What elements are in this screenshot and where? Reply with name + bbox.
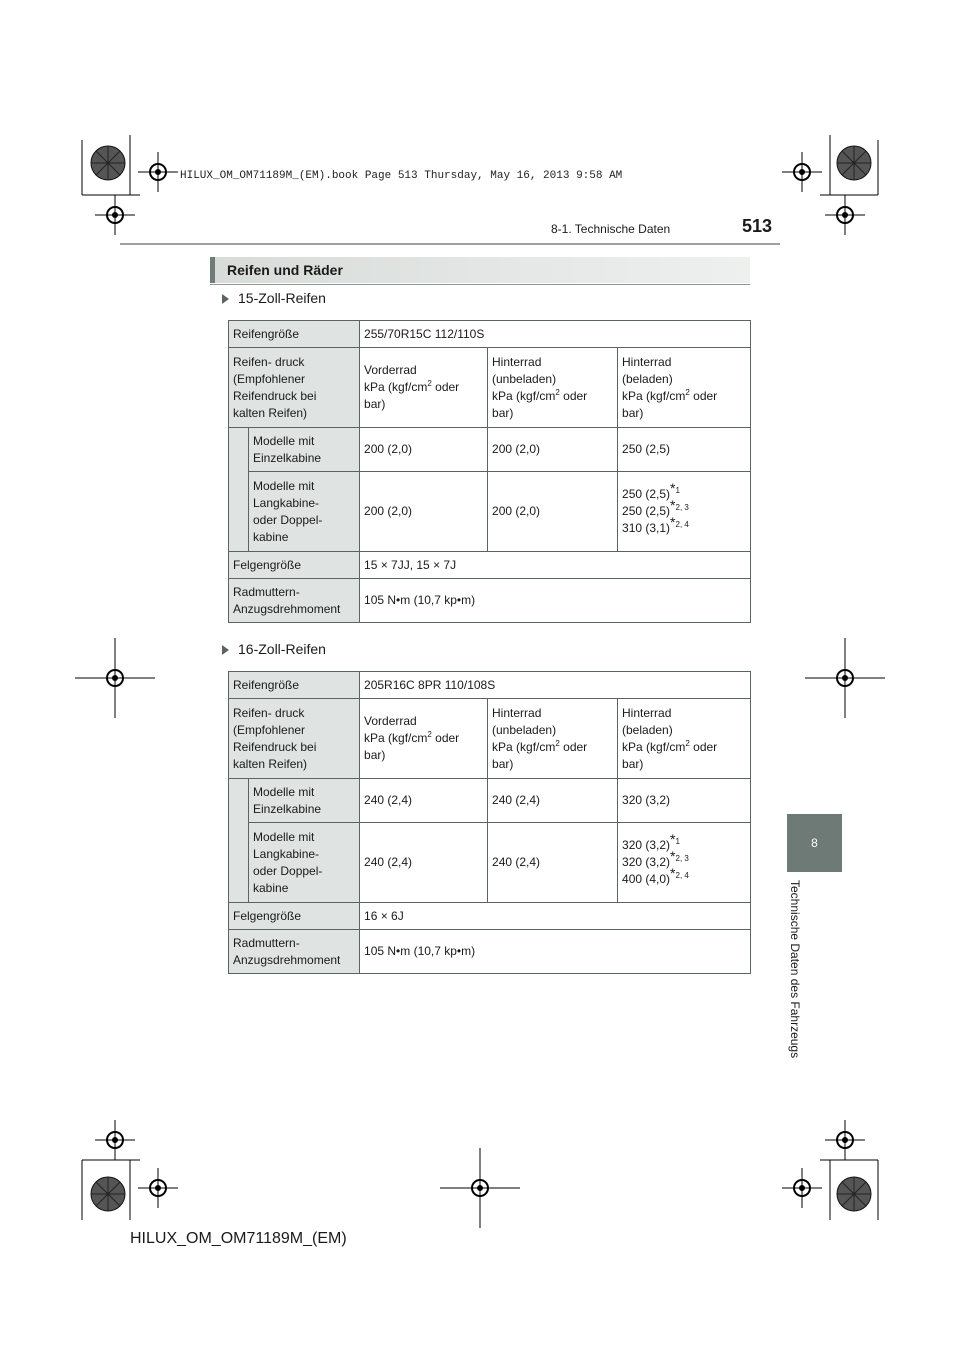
size-label: Reifengröße — [229, 321, 360, 348]
superscript: 2 — [555, 387, 560, 397]
torque-value: 105 N•m (10,7 kp•m) — [360, 579, 751, 623]
double-cab-label — [249, 823, 360, 903]
head-line: (unbeladen) — [492, 722, 557, 737]
rear-unladen-head — [488, 348, 618, 428]
label-line: Modelle mit — [253, 829, 315, 844]
footnote-star: * — [670, 480, 676, 496]
tire-spec-table-15 — [228, 320, 751, 623]
head-line: oder — [431, 731, 460, 745]
single-cab-rear-unladen: 200 (2,0) — [488, 428, 618, 472]
superscript: 2 — [685, 387, 690, 397]
head-line: kPa (kgf/cm — [622, 388, 686, 403]
table-row — [229, 903, 751, 930]
calibration-disc-icon — [836, 145, 872, 181]
label-line: Anzugsdrehmoment — [233, 952, 341, 967]
head-line: bar) — [364, 397, 386, 411]
double-cab-front: 240 (2,4) — [360, 823, 488, 903]
head-line: kPa (kgf/cm — [364, 731, 428, 745]
label-line: Anzugsdrehmoment — [233, 601, 341, 616]
calibration-disc-icon — [90, 1176, 126, 1212]
head-line: bar) — [492, 405, 514, 420]
chapter-side-label-text: Technische Daten des Fahrzeugs — [788, 880, 802, 1059]
label-line: Radmuttern- — [233, 935, 300, 950]
crosshair-target-icon — [138, 152, 178, 192]
head-line: bar) — [492, 756, 514, 771]
label-line: Langkabine- — [253, 495, 320, 510]
head-line: oder — [431, 380, 460, 394]
book-info-line: HILUX_OM_OM71189M_(EM).book Page 513 Thursday, May 16, 2013 9:58 AM — [180, 170, 623, 182]
size-value: 205R16C 8PR 110/108S — [360, 672, 751, 699]
footnote-ref: 1 — [675, 837, 680, 846]
double-cab-rear-laden — [618, 823, 751, 903]
header-rule — [120, 243, 780, 245]
table-row — [229, 823, 751, 903]
indent-cell — [229, 779, 249, 903]
subhead-15-inch — [222, 290, 326, 306]
double-cab-rear-unladen: 240 (2,4) — [488, 823, 618, 903]
label-line: Modelle mit — [253, 784, 315, 799]
head-line: oder — [689, 388, 718, 403]
table-row — [229, 348, 751, 428]
pressure-label — [229, 348, 360, 428]
table-row — [229, 552, 751, 579]
table-row — [229, 428, 751, 472]
crosshair-target-icon — [75, 638, 155, 718]
label-line: kabine — [253, 880, 289, 895]
footnote-ref: 2, 4 — [675, 871, 689, 880]
head-line: oder — [559, 739, 588, 754]
footnote-ref: 2, 3 — [675, 503, 689, 512]
front-wheel-head — [360, 699, 488, 779]
label-line: Modelle mit — [253, 433, 315, 448]
footnote-star: * — [670, 497, 676, 513]
head-line: (unbeladen) — [492, 371, 557, 386]
label-line: oder Doppel- — [253, 863, 323, 878]
torque-label — [229, 930, 360, 974]
label-line: oder Doppel- — [253, 512, 323, 527]
pressure-label-line: kalten Reifen) — [233, 405, 308, 420]
calibration-disc-icon — [90, 145, 126, 181]
rim-value: 16 × 6J — [360, 903, 751, 930]
pressure-value: 320 (3,2) — [622, 855, 671, 869]
pressure-label-line: Reifen- druck — [233, 354, 305, 369]
table-row — [229, 579, 751, 623]
footnote-ref: 2, 4 — [675, 520, 689, 529]
head-line: Hinterrad — [622, 705, 672, 720]
pressure-value: 250 (2,5) — [622, 504, 671, 518]
page-number: 513 — [742, 216, 773, 236]
table-row — [229, 672, 751, 699]
head-line: (beladen) — [622, 371, 673, 386]
single-cab-front: 240 (2,4) — [360, 779, 488, 823]
single-cab-label — [249, 428, 360, 472]
single-cab-rear-laden: 320 (3,2) — [618, 779, 751, 823]
label-line: kabine — [253, 529, 289, 544]
pressure-value: 320 (3,2) — [622, 838, 671, 852]
head-line: (beladen) — [622, 722, 673, 737]
double-cab-front: 200 (2,0) — [360, 472, 488, 552]
double-cab-rear-laden — [618, 472, 751, 552]
indent-cell — [229, 428, 249, 552]
pressure-value: 310 (3,1) — [622, 521, 671, 535]
rear-laden-head — [618, 348, 751, 428]
crosshair-target-icon — [782, 1168, 822, 1208]
head-line: kPa (kgf/cm — [492, 739, 556, 754]
pressure-value: 400 (4,0) — [622, 872, 671, 886]
superscript: 2 — [427, 379, 432, 388]
pressure-label-line: Reifendruck bei — [233, 739, 317, 754]
table-row — [229, 699, 751, 779]
head-line: kPa (kgf/cm — [492, 388, 556, 403]
crosshair-target-icon — [782, 152, 822, 192]
head-line: bar) — [622, 405, 644, 420]
rim-label: Felgengröße — [229, 903, 360, 930]
rear-laden-head — [618, 699, 751, 779]
rim-label: Felgengröße — [229, 552, 360, 579]
head-line: Hinterrad — [492, 705, 542, 720]
head-line: kPa (kgf/cm — [622, 739, 686, 754]
double-cab-label — [249, 472, 360, 552]
rim-value: 15 × 7JJ, 15 × 7J — [360, 552, 751, 579]
footnote-star: * — [670, 831, 676, 847]
size-value: 255/70R15C 112/110S — [360, 321, 751, 348]
torque-value: 105 N•m (10,7 kp•m) — [360, 930, 751, 974]
footnote-star: * — [670, 865, 676, 881]
torque-label — [229, 579, 360, 623]
head-line: Vorderrad — [364, 714, 417, 728]
head-line: Hinterrad — [492, 354, 542, 369]
head-line: oder — [559, 388, 588, 403]
single-cab-rear-unladen: 240 (2,4) — [488, 779, 618, 823]
pressure-label — [229, 699, 360, 779]
crosshair-target-icon — [805, 638, 885, 718]
crosshair-target-icon — [95, 1120, 135, 1160]
calibration-disc-icon — [836, 1176, 872, 1212]
head-line: kPa (kgf/cm — [364, 380, 428, 394]
crosshair-target-icon — [825, 1120, 865, 1160]
subhead-text: 15-Zoll-Reifen — [238, 290, 326, 306]
pressure-label-line: Reifendruck bei — [233, 388, 317, 403]
crosshair-target-icon — [440, 1148, 520, 1228]
superscript: 2 — [555, 738, 560, 748]
crosshair-target-icon — [95, 195, 135, 235]
size-label: Reifengröße — [229, 672, 360, 699]
superscript: 2 — [685, 738, 690, 748]
footer-code: HILUX_OM_OM71189M_(EM) — [130, 1230, 347, 1247]
single-cab-rear-laden: 250 (2,5) — [618, 428, 751, 472]
footnote-ref: 1 — [675, 486, 680, 495]
single-cab-front: 200 (2,0) — [360, 428, 488, 472]
chapter-tab-number: 8 — [811, 836, 818, 850]
superscript: 2 — [427, 730, 432, 739]
subhead-16-inch — [222, 641, 326, 657]
pressure-label-line: kalten Reifen) — [233, 756, 308, 771]
section-title: 8-1. Technische Daten — [551, 222, 671, 236]
table-row — [229, 779, 751, 823]
section-rule — [210, 284, 750, 285]
subhead-text: 16-Zoll-Reifen — [238, 641, 326, 657]
label-line: Modelle mit — [253, 478, 315, 493]
rear-unladen-head — [488, 699, 618, 779]
head-line: Hinterrad — [622, 354, 672, 369]
crosshair-target-icon — [138, 1168, 178, 1208]
chapter-side-label — [788, 880, 802, 1075]
single-cab-label — [249, 779, 360, 823]
crosshair-target-icon — [825, 195, 865, 235]
footnote-ref: 2, 3 — [675, 854, 689, 863]
front-wheel-head — [360, 348, 488, 428]
triangle-bullet-icon — [222, 294, 229, 304]
pressure-label-line: Reifen- druck — [233, 705, 305, 720]
pressure-label-line: (Empfohlener — [233, 722, 306, 737]
footnote-star: * — [670, 514, 676, 530]
pressure-label-line: (Empfohlener — [233, 371, 306, 386]
footnote-star: * — [670, 848, 676, 864]
double-cab-rear-unladen: 200 (2,0) — [488, 472, 618, 552]
triangle-bullet-icon — [222, 645, 229, 655]
head-line: oder — [689, 739, 718, 754]
label-line: Langkabine- — [253, 846, 320, 861]
section-heading — [210, 257, 750, 283]
head-line: Vorderrad — [364, 363, 417, 377]
table-row — [229, 930, 751, 974]
section-heading-text: Reifen und Räder — [227, 262, 343, 278]
label-line: Radmuttern- — [233, 584, 300, 599]
head-line: bar) — [364, 748, 386, 762]
label-line: Einzelkabine — [253, 801, 322, 816]
chapter-tab — [787, 814, 842, 872]
tire-spec-table-16 — [228, 671, 751, 974]
label-line: Einzelkabine — [253, 450, 322, 465]
pressure-value: 250 (2,5) — [622, 487, 671, 501]
table-row — [229, 321, 751, 348]
head-line: bar) — [622, 756, 644, 771]
table-row — [229, 472, 751, 552]
